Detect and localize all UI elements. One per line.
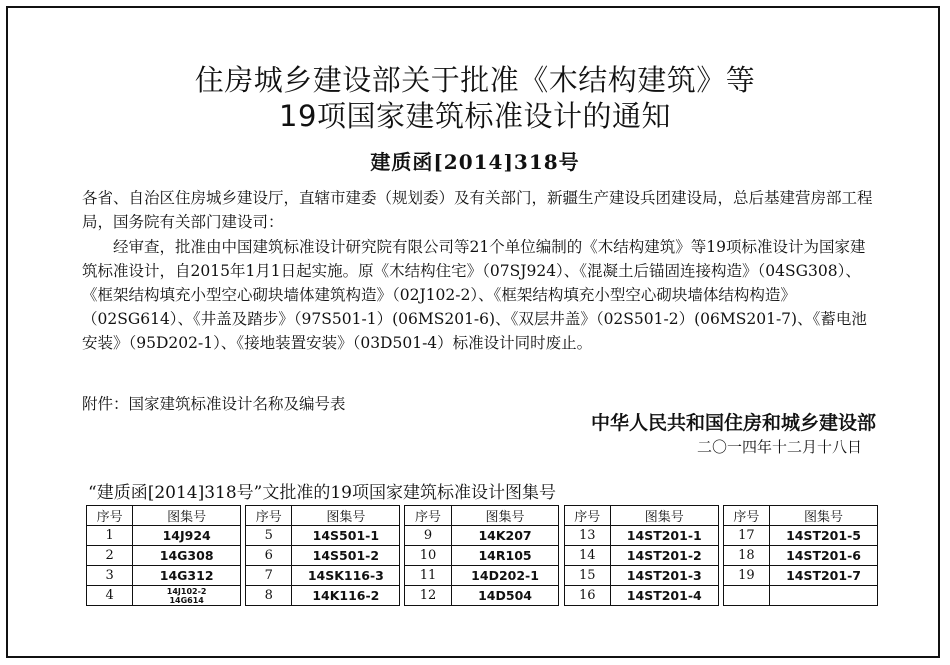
salutation: 各省、自治区住房城乡建设厅，直辖市建委（规划委）及有关部门，新疆生产建设兵团建设局，总后基建营房部工程局，国务院有关部门建设司： <box>82 189 873 231</box>
cell-serial-number: 18 <box>723 546 769 566</box>
cell-serial-number: 14 <box>564 546 610 566</box>
cell-serial-number: 2 <box>87 546 133 566</box>
header-code: 图集号 <box>451 506 559 526</box>
cell-atlas-code: 14D504 <box>451 586 559 606</box>
table-row <box>87 586 878 606</box>
table-caption: “建质函[2014]318号”文批准的19项国家建筑标准设计图集号 <box>88 483 556 503</box>
cell-atlas-code: 14S501-2 <box>292 546 400 566</box>
table-row <box>87 546 878 566</box>
header-code: 图集号 <box>770 506 878 526</box>
header-no: 序号 <box>87 506 133 526</box>
cell-serial-number: 16 <box>564 586 610 606</box>
cell-serial-number: 6 <box>246 546 292 566</box>
cell-serial-number: 17 <box>723 526 769 546</box>
cell-atlas-code: 14ST201-6 <box>770 546 878 566</box>
cell-atlas-code: 14ST201-2 <box>610 546 718 566</box>
cell-atlas-code <box>770 586 878 606</box>
title-line-1: 住房城乡建设部关于批准《木结构建筑》等 <box>194 63 756 97</box>
cell-atlas-code: 14G308 <box>133 546 241 566</box>
header-no: 序号 <box>564 506 610 526</box>
issuer: 中华人民共和国住房和城乡建设部 <box>590 412 876 434</box>
header-code: 图集号 <box>133 506 241 526</box>
cell-atlas-code: 14ST201-4 <box>610 586 718 606</box>
cell-serial-number: 9 <box>405 526 451 546</box>
cell-atlas-code: 14D202-1 <box>451 566 559 586</box>
header-no: 序号 <box>723 506 769 526</box>
cell-atlas-code: 14J102-2 14G614 <box>133 586 241 606</box>
cell-serial-number: 10 <box>405 546 451 566</box>
cell-atlas-code: 14S501-1 <box>292 526 400 546</box>
cell-serial-number: 1 <box>87 526 133 546</box>
cell-serial-number: 11 <box>405 566 451 586</box>
cell-atlas-code: 14ST201-3 <box>610 566 718 586</box>
cell-serial-number: 13 <box>564 526 610 546</box>
cell-atlas-code: 14K116-2 <box>292 586 400 606</box>
header-code: 图集号 <box>292 506 400 526</box>
cell-atlas-code: 14SK116-3 <box>292 566 400 586</box>
cell-atlas-code: 14ST201-1 <box>610 526 718 546</box>
cell-serial-number: 8 <box>246 586 292 606</box>
cell-serial-number: 12 <box>405 586 451 606</box>
cell-atlas-code: 14ST201-5 <box>770 526 878 546</box>
cell-serial-number <box>723 586 769 606</box>
header-no: 序号 <box>246 506 292 526</box>
cell-serial-number: 5 <box>246 526 292 546</box>
table-row <box>87 566 878 586</box>
cell-atlas-code: 14G312 <box>133 566 241 586</box>
cell-atlas-code: 14J924 <box>133 526 241 546</box>
cell-serial-number: 4 <box>87 586 133 606</box>
cell-atlas-code: 14ST201-7 <box>770 566 878 586</box>
table-row <box>87 526 878 546</box>
table-header-row <box>87 506 878 526</box>
cell-serial-number: 15 <box>564 566 610 586</box>
body-paragraph <box>82 235 877 355</box>
title-line-2: 19项国家建筑标准设计的通知 <box>279 99 671 133</box>
document-number: 建质函[2014]318号 <box>370 150 580 174</box>
cell-atlas-code: 14K207 <box>451 526 559 546</box>
header-no: 序号 <box>405 506 451 526</box>
body-paragraph-text: 经审查，批准由中国建筑标准设计研究院有限公司等21个单位编制的《木结构建筑》等19项标准设计为国家建筑标准设计，自2015年1月1日起实施。原《木结构住宅》（07SJ924）、《混凝土后锚固连接构造》（04SG308）、《框架结构填充小型空心砌块墙体建筑构造》（02J102-2）、《框架结构填充小型空心砌块墙体结构构造》（02SG614）、《井盖及踏步》（97S501-1）(06MS201-6)、《双层井盖》（02S501-2）(06MS201-7)、《蓄电池安装》（95D202-1）、《接地装置安装》（03D501-4）标准设计同时废止。 <box>82 238 867 352</box>
cell-serial-number: 7 <box>246 566 292 586</box>
atlas-number-table <box>86 505 878 606</box>
header-code: 图集号 <box>610 506 718 526</box>
cell-serial-number: 19 <box>723 566 769 586</box>
issue-date: 二〇一四年十二月十八日 <box>696 438 862 456</box>
cell-atlas-code: 14R105 <box>451 546 559 566</box>
attachment-note: 附件：国家建筑标准设计名称及编号表 <box>82 395 346 413</box>
cell-serial-number: 3 <box>87 566 133 586</box>
